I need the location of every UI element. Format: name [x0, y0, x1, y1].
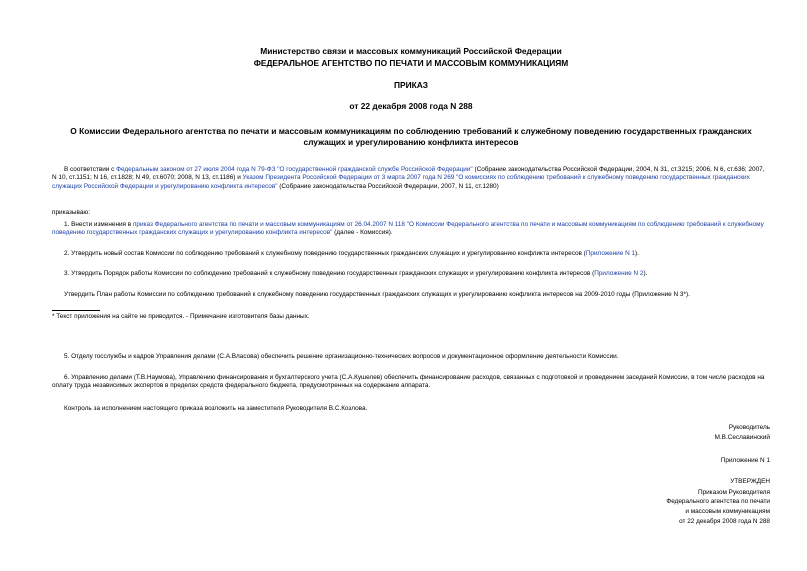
agency-name: ФЕДЕРАЛЬНОЕ АГЕНТСТВО ПО ПЕЧАТИ И МАССОВЫМ КОММУНИКАЦИЯМ [253, 58, 569, 68]
order-item-1 [52, 221, 770, 238]
appendix-label: Приложение N 1 [720, 457, 770, 464]
order-118-link[interactable]: приказ Федерального агентства по печати и массовым коммуникациям от 26.04.2007 N 118 "О Комиссии Федерального агентства по печати и массовым коммуникациям по соблюдению требований к служебному поведению государственных гражданских служащих и урегулированию конфликта интересов" [52, 221, 764, 237]
approval-line-2: Федерального агентства по печати [666, 498, 770, 505]
preamble [52, 166, 770, 191]
approval-stamp: УТВЕРЖДЕН [730, 478, 770, 485]
appendix-2-link[interactable]: Приложение N 2 [594, 270, 644, 277]
signature-position: Руководитель [728, 424, 770, 431]
document-type: ПРИКАЗ [393, 80, 429, 90]
footnote-separator [52, 310, 100, 311]
preamble-text-3: (Собрание законодательства Российской Федерации, 2007, N 11, ст.1280) [277, 182, 499, 190]
item2-text-2: ). [635, 250, 639, 257]
item1-text-2: (далее - Комиссия). [332, 229, 393, 237]
item3-text-1: 3. Утвердить Порядок работы Комиссии по соблюдению требований к служебному поведению государственных гражданских служащих и урегулированию конфликта интересов ( [64, 270, 595, 277]
preamble-text-2: (Собрание законодательства Российской Федерации, 2004, N 31, ст.3215; 2006, N 6, ст.636; 2007, N 10, ст.1151; N 16, ст.1828; N 49, ст.6070; 2008, N 13, ст.1186) и [52, 166, 765, 182]
order-word: приказываю: [52, 209, 90, 216]
footnote: * Текст приложения на сайте не приводится. - Примечание изготовителя базы данных. [52, 313, 310, 320]
document-title: О Комиссии Федерального агентства по печати и массовым коммуникациям по соблюдению требований к служебному поведению государственных гражданских служащих и урегулированию конфликта интересов [70, 126, 752, 147]
order-item-2 [52, 250, 770, 258]
approval-line-3: и массовым коммуникациям [685, 508, 770, 515]
order-item-3 [52, 270, 770, 278]
item2-text-1: 2. Утвердить новый состав Комиссии по соблюдению требований к служебному поведению государственных гражданских служащих и урегулированию конфликта интересов ( [64, 250, 586, 257]
document-date-number: от 22 декабря 2008 года N 288 [349, 101, 473, 111]
federal-law-link[interactable]: Федеральным законом от 27 июля 2004 года N 79-ФЗ "О государственной гражданской службе Российской Федерации" [116, 166, 473, 173]
approval-line-4: от 22 декабря 2008 года N 288 [679, 518, 770, 525]
order-item-4: Утвердить План работы Комиссии по соблюдению требований к служебному поведению государственных гражданских служащих и урегулированию конфликта интересов на 2009-2010 годы (Приложение N 3*). [64, 291, 690, 298]
preamble-text-1: В соответствии с [64, 166, 117, 173]
order-item-5: 5. Отделу госслужбы и кадров Управления делами (С.А.Власова) обеспечить решение организационно-технических вопросов и документационное оформление деятельности Комиссии. [64, 353, 619, 360]
ministry-name: Министерство связи и массовых коммуникаций Российской Федерации [260, 46, 562, 56]
approval-line-1: Приказом Руководителя [697, 489, 770, 496]
control-clause: Контроль за исполнением настоящего приказа возложить на заместителя Руководителя В.С.Козлова. [64, 405, 368, 412]
presidential-decree-link[interactable]: Указом Президента Российской Федерации от 3 марта 2007 года N 269 "О комиссиях по соблюдению требований к служебному поведению государственных гражданских служащих Российской Федерации и урегулированию конфликта интересов" [52, 174, 750, 190]
order-item-6: 6. Управлению делами (Т.В.Наумова), Управлению финансирования и бухгалтерского учета (С.А.Кушелев) обеспечить финансирование расходов, связанных с подготовкой и проведением заседаний Комиссии, в том числе расходов на оплату труда независимых экспертов в пределах средств федерального бюджета, предусмотренных на содержание аппарата. [52, 374, 765, 390]
item3-text-2: ). [643, 270, 648, 277]
item1-text-1: 1. Внести изменения в [64, 221, 133, 228]
appendix-1-link[interactable]: Приложение N 1 [585, 250, 636, 257]
signature-name: М.В.Сеславинский [714, 434, 770, 441]
